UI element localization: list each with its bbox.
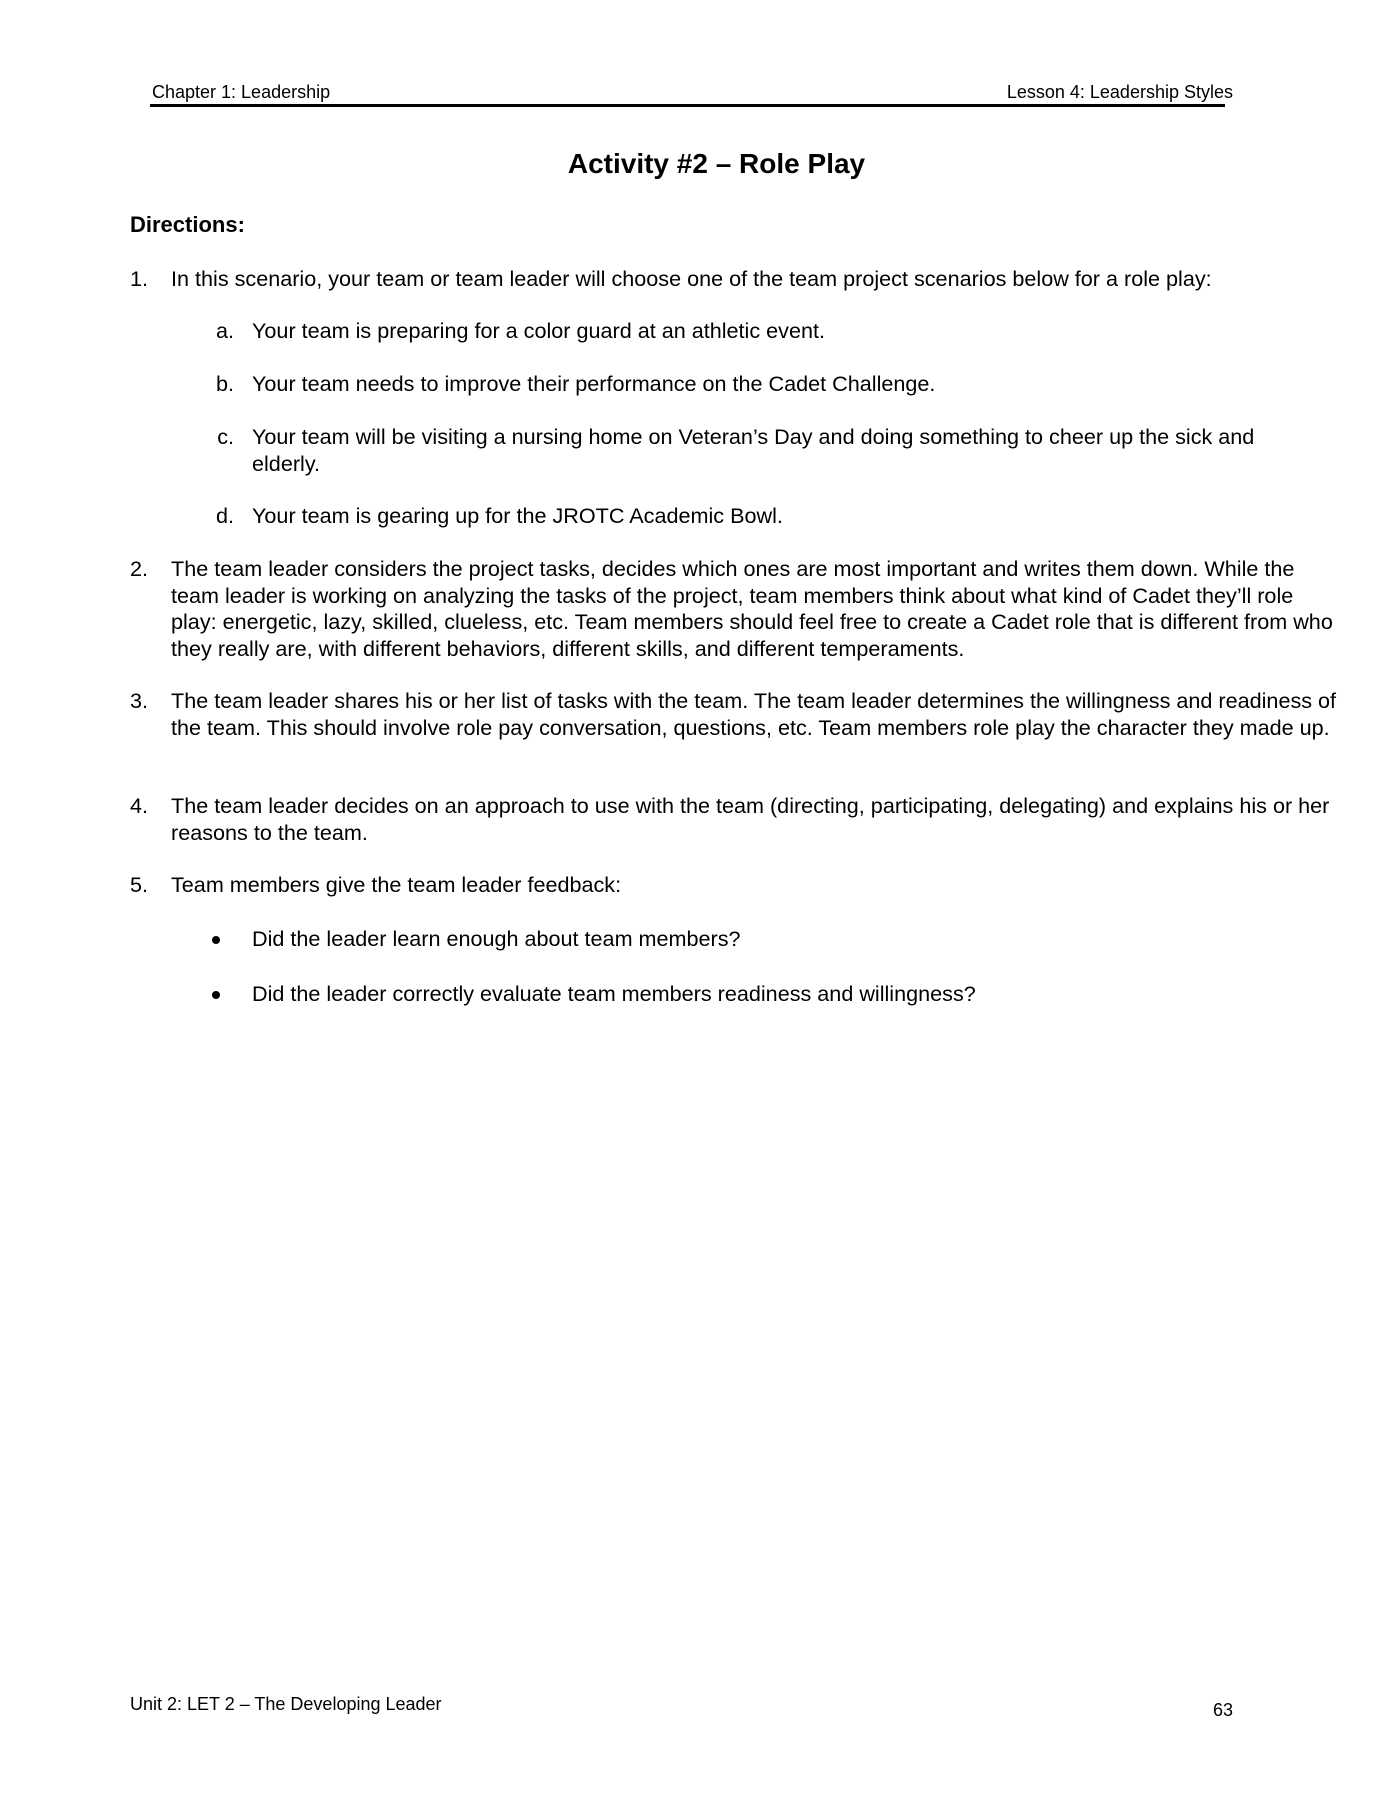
bullet-item-text: Did the leader learn enough about team members?	[252, 926, 741, 951]
list-item-text: Team members give the team leader feedback:	[171, 872, 622, 897]
sub-item-marker: d.	[215, 503, 234, 528]
sub-item-marker: b.	[215, 371, 234, 396]
header-lesson: Lesson 4: Leadership Styles	[1006, 82, 1233, 102]
list-item-number: 1.	[130, 266, 149, 291]
list-item-number: 2.	[130, 556, 149, 581]
list-item-text: The team leader shares his or her list of tasks with the team. The team leader determines the willingness and readiness of the team. This should involve role pay conversation, questions, etc. Team members role play the character they made up.	[171, 688, 1337, 740]
list-item-number: 4.	[130, 793, 149, 818]
sub-item-text: Your team is preparing for a color guard at an athletic event.	[252, 318, 825, 343]
list-item-text: The team leader considers the project tasks, decides which ones are most important and writes them down. While the team leader is working on analyzing the tasks of the project, team members think about what kind of Cadet they’ll role play: energetic, lazy, skilled, clueless, etc. Team members should feel free to create a Cadet role that is different from who they really are, with different behaviors, different skills, and different temperaments.	[171, 556, 1333, 661]
bullet-icon	[212, 936, 220, 944]
bullet-icon	[212, 991, 220, 999]
page-title: Activity #2 – Role Play	[567, 148, 866, 179]
footer-unit: Unit 2: LET 2 – The Developing Leader	[130, 1694, 442, 1714]
sub-item-marker: c.	[217, 424, 234, 449]
header-chapter: Chapter 1: Leadership	[152, 82, 331, 102]
bullet-item-text: Did the leader correctly evaluate team members readiness and willingness?	[252, 981, 976, 1006]
list-item-text: In this scenario, your team or team leader will choose one of the team project scenarios below for a role play:	[171, 266, 1212, 291]
header-divider	[150, 104, 1225, 107]
sub-item-text: Your team will be visiting a nursing home on Veteran’s Day and doing something to cheer up the sick and elderly.	[252, 424, 1255, 476]
footer-page-number: 63	[1212, 1700, 1233, 1720]
list-item-text: The team leader decides on an approach to use with the team (directing, participating, delegating) and explains his or her reasons to the team.	[171, 793, 1330, 845]
sub-item-text: Your team is gearing up for the JROTC Academic Bowl.	[252, 503, 783, 528]
list-item-number: 5.	[130, 872, 149, 897]
list-item-number: 3.	[130, 688, 149, 713]
sub-item-marker: a.	[215, 318, 234, 343]
sub-item-text: Your team needs to improve their performance on the Cadet Challenge.	[252, 371, 936, 396]
directions-label: Directions:	[130, 212, 245, 237]
